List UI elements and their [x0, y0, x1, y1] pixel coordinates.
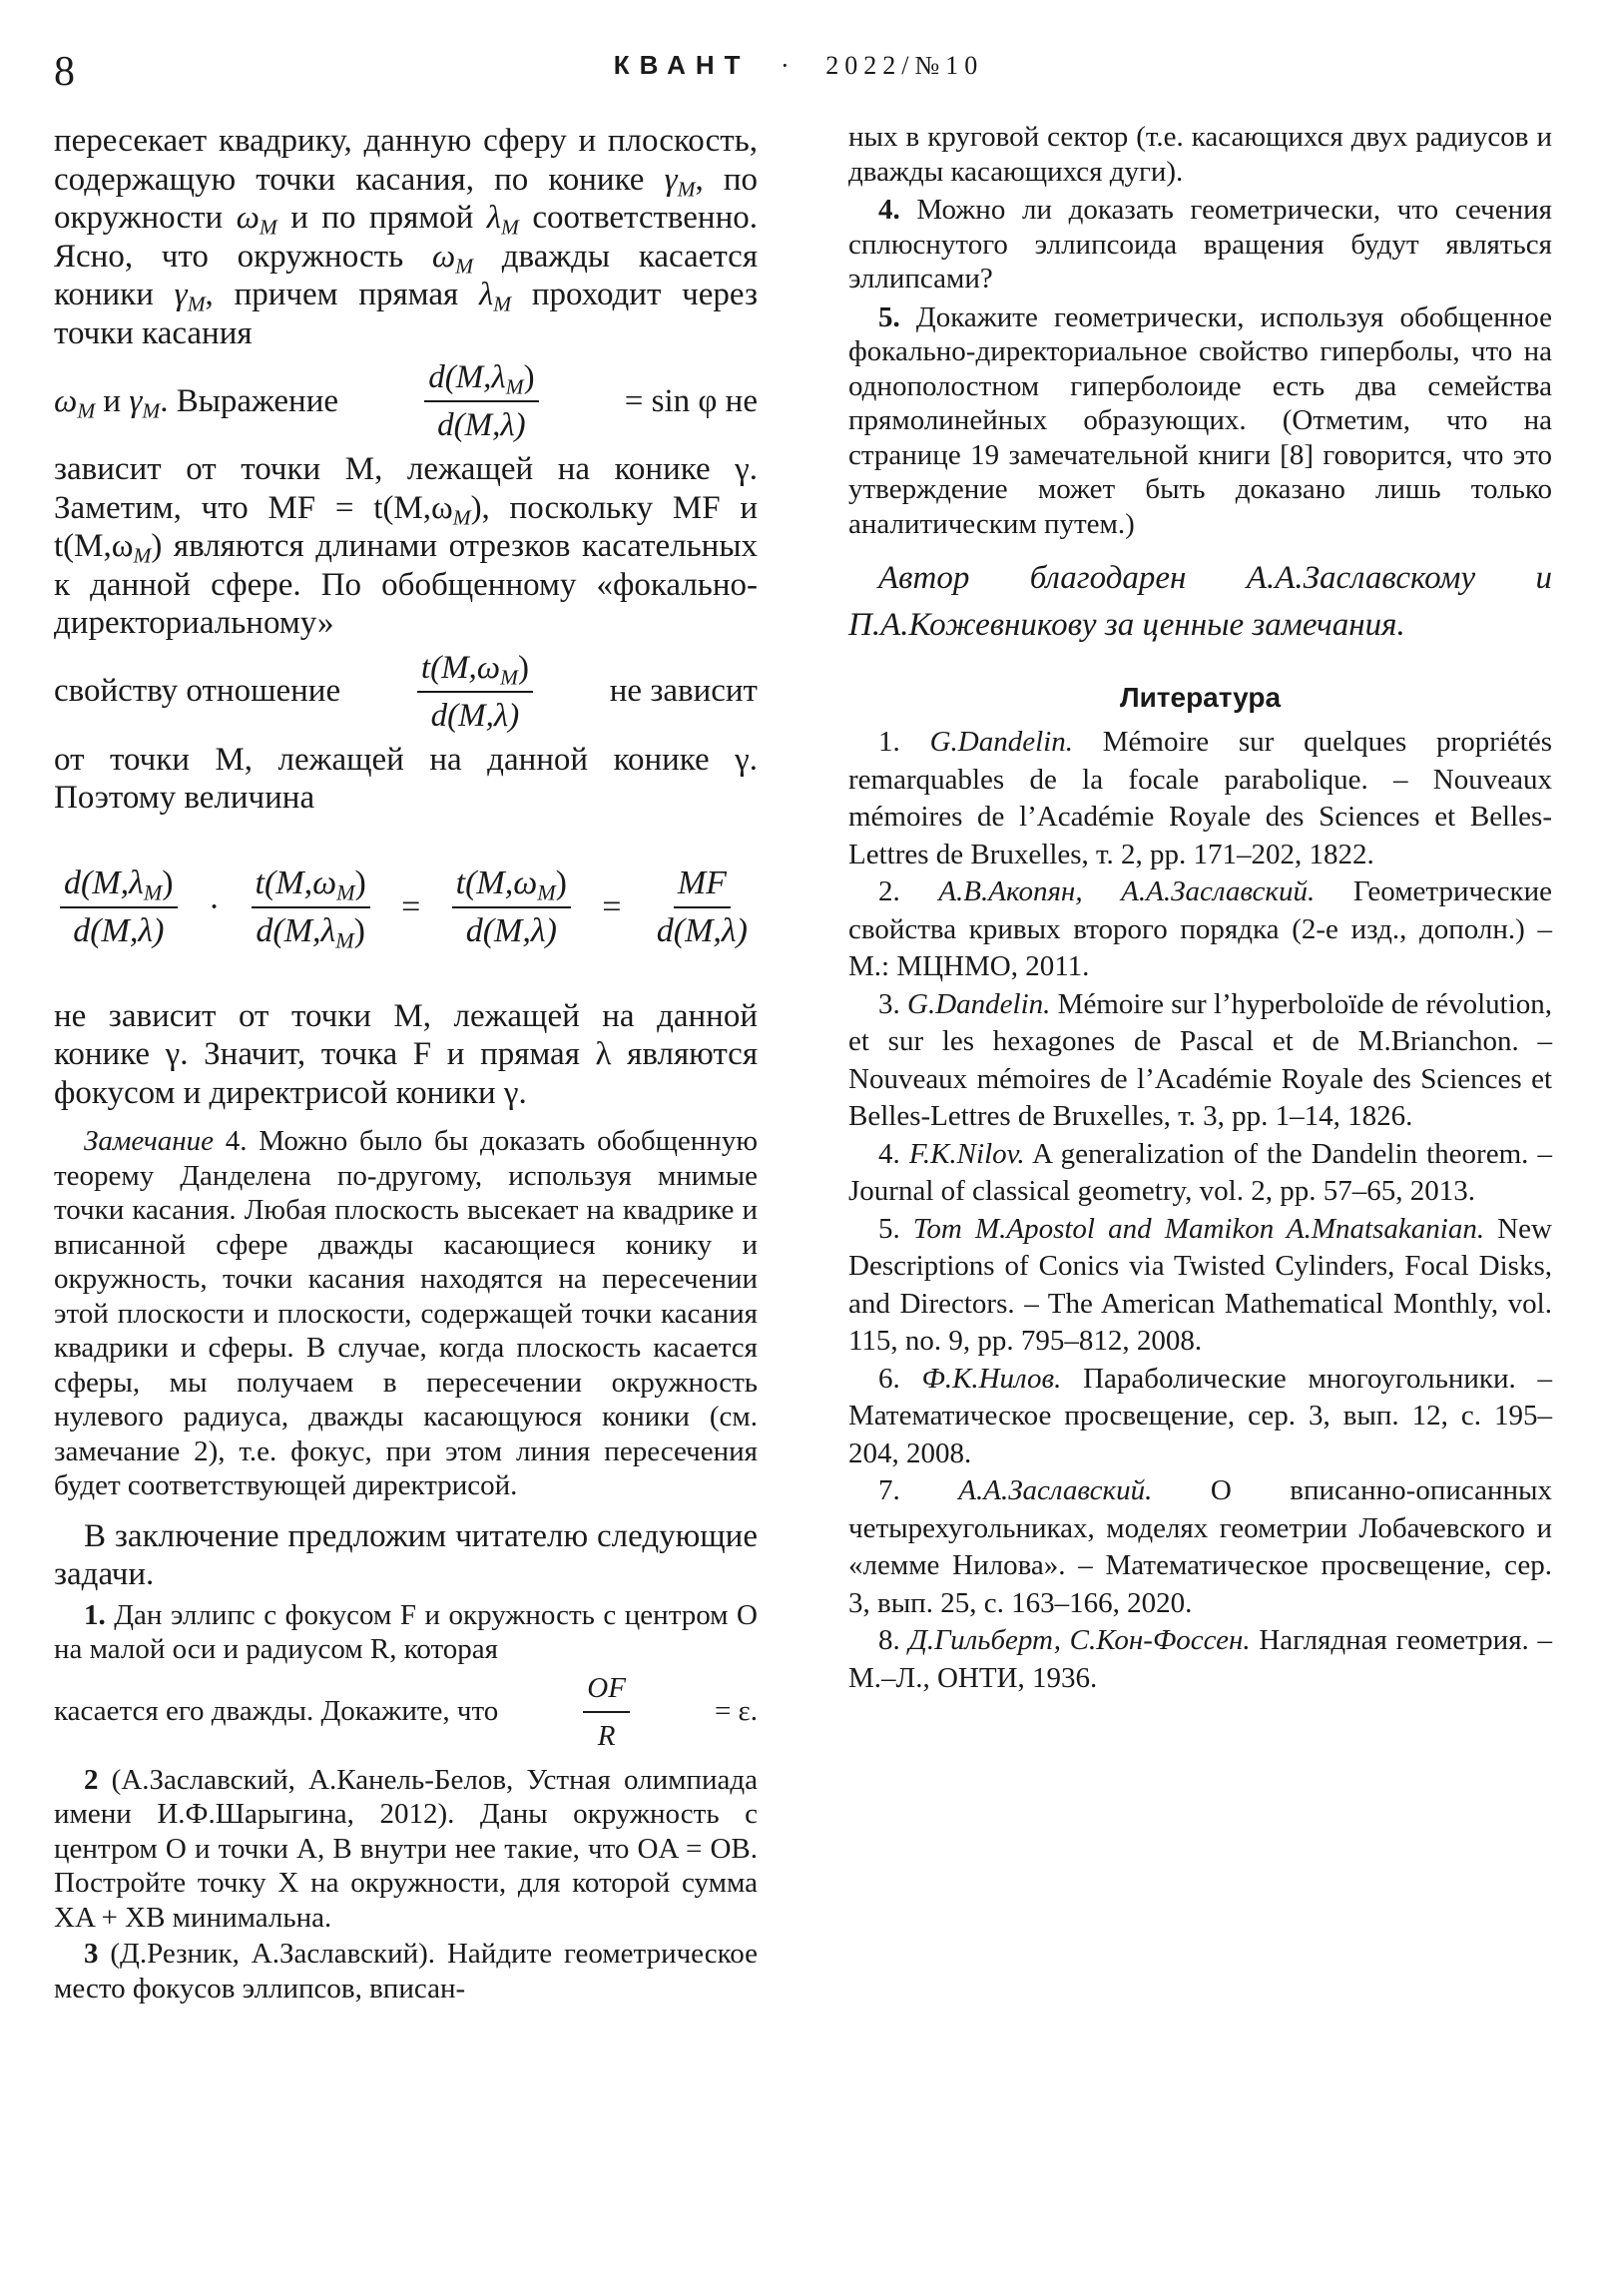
- fraction-t-over-d: $\frac{t(M,\omega_M)}{d(M,\lambda)}$: [417, 648, 533, 736]
- reference-item: 6. Ф.К.Нилов. Параболические многоугольники. – Математическое просвещение, сер. 3, вып. 12, с. 195–204, 2008.: [848, 1362, 1553, 1469]
- equation-chain: $\frac{d(M,\lambda_M)}{d(M,\lambda)}$ · $\frac{t(M,\omega_M)}{d(M,\lambda_M)}$ = $\frac{t(M,\omega_M)}{d(M,\lambda)}$ = $\frac{MF}{d(M,\lambda)}$: [54, 828, 758, 987]
- fraction-of-over-r: $\frac{OF}{R}$: [583, 1668, 630, 1756]
- reference-item: 8. Д.Гильберт, С.Кон-Фоссен. Наглядная геометрия. – М.–Л., ОНТИ, 1936.: [848, 1624, 1552, 1694]
- conclusion: В заключение предложим читателю следующие задачи.: [54, 1517, 758, 1592]
- acknowledgement: Автор благодарен А.А.Заславскому и П.А.Кожевникову за ценные замечания.: [848, 560, 1552, 643]
- reference-item: 2. А.В.Акопян, А.А.Заславский. Геометрические свойства кривых второго порядка (2-е изд., дополн.) – М.: МЦНМО, 2011.: [848, 875, 1552, 982]
- task-1: 1. Дан эллипс с фокусом F и окружность с центром O на малой оси и радиусом R, которая: [54, 1598, 758, 1665]
- task-3: 3 (Д.Резник, А.Заславский). Найдите геометрическое место фокусов эллипсов, вписан-: [54, 1938, 758, 2005]
- references-list: [848, 724, 1552, 1697]
- left-column: [54, 122, 758, 2006]
- task-4: 4. Можно ли доказать геометрически, что сечения сплюснутого эллипсоида вращения будут являться эллипсами?: [848, 194, 1552, 294]
- paragraph-focus-directrix: не зависит от точки M, лежащей на данной конике γ. Значит, точка F и прямая λ являются фокусом и директрисой коники γ.: [54, 997, 758, 1111]
- expression-sin-phi: $\omega_M$ и $\gamma_M$. Выражение $\frac{d(M,\lambda_M)}{d(M,\lambda)}$ = sin φ не: [54, 359, 758, 443]
- fraction-d-over-d: $\frac{d(M,\lambda_M)}{d(M,\lambda)}$: [424, 357, 538, 445]
- paragraph-quantity: от точки M, лежащей на данной конике γ. Поэтому величина: [54, 741, 758, 816]
- task-5: 5. Докажите геометрически, используя обобщенное фокально-директориальное свойство гиперболы, что на однополостном гиперболоиде есть два семейства прямолинейных образующих. (Отметим, что на странице 19 замечательной книги [8] говорится, что это утверждение может быть доказано лишь только аналитическим путем.): [848, 300, 1552, 540]
- header-separator: ·: [781, 51, 796, 80]
- reference-item: 5. Tom M.Apostol and Mamikon A.Mnatsakanian. New Descriptions of Conics via Twisted Cylinders, Focal Disks, and Directors. – The American Mathematical Monthly, vol. 115, no. 9, pp. 795–812, 2008.: [848, 1212, 1552, 1357]
- eq-fraction-1: $\frac{d(M,\lambda_M)}{d(M,\lambda)}$: [60, 863, 178, 951]
- eq-fraction-4: $\frac{MF}{d(M,\lambda)}$: [656, 863, 748, 949]
- right-column: [848, 120, 1552, 1697]
- reference-item: 4. F.K.Nilov. A generalization of the Dandelin theorem. – Journal of classical geometry, vol. 2, pp. 57–65, 2013.: [848, 1137, 1552, 1207]
- remark-4: Замечание 4. Можно было бы доказать обобщенную теорему Данделена по-другому, используя мнимые точки касания. Любая плоскость высекает на квадрике и вписанной сфере дважды касающиеся конику и окружность, точки касания находятся на пересечении этой плоскости и плоскости, содержащей точки касания квадрики и сферы. В случае, когда плоскость касается сферы, мы получаем в пересечении окружность нулевого радиуса, дважды касающуюся коники (см. замечание 2), т.е. фокус, при этом линия пересечения будет соответствующей директрисой.: [54, 1125, 758, 1501]
- expression-ratio: свойству отношение $\frac{t(M,\omega_M)}{d(M,\lambda)}$ не зависит: [54, 649, 758, 734]
- task-1-equation: касается его дважды. Докажите, что $\frac{OF}{R}$ = ε.: [54, 1667, 758, 1757]
- task-2: 2 (А.Заславский, А.Канель-Белов, Устная олимпиада имени И.Ф.Шарыгина, 2012). Даны окружность с центром O и точки A, B внутри нее такие, что OA = OB. Постройте точку X на окружности, для которой сумма XA + XB минимальна.: [54, 1763, 758, 1934]
- journal-title: КВАНТ: [613, 50, 751, 80]
- running-head: [0, 50, 1597, 81]
- task-3-continued: ных в круговой сектор (т.е. касающихся двух радиусов и дважды касающихся дуги).: [848, 121, 1552, 188]
- issue-number: 2022/№10: [825, 51, 984, 80]
- reference-item: 7. А.А.Заславский. О вписанно-описанных четырехугольниках, моделях геометрии Лобачевского и «лемме Нилова». – Математическое просвещение, сер. 3, вып. 25, с. 163–166, 2020.: [848, 1474, 1552, 1619]
- paragraph-tangent: зависит от точки M, лежащей на конике γ. Заметим, что MF = $t(M,\omega_M)$, поскольку MF и $t(M,\omega_M)$ являются длинами отрезков касательных к данной сфере. По обобщенному «фокально-директориальному»: [54, 451, 758, 641]
- eq-fraction-3: $\frac{t(M,\omega_M)}{d(M,\lambda)}$: [452, 863, 571, 951]
- references-heading: Литература: [1119, 682, 1282, 713]
- reference-item: 1. G.Dandelin. Mémoire sur quelques propriétés remarquables de la focale parabolique. – Nouveaux mémoires de l’Académie Royale des Sciences et Belles-Lettres de Bruxelles, т. 2, pp. 171–202, 1822.: [848, 726, 1553, 870]
- reference-item: 3. G.Dandelin. Mémoire sur l’hyperboloïde de révolution, et sur les hexagones de Pascal et de M.Brianchon. – Nouveaux mémoires de l’Académie Royale des Sciences et Belles-Lettres de Bruxelles, т. 3, pp. 1–14, 1826.: [848, 987, 1552, 1132]
- page-number: 8: [54, 49, 75, 95]
- eq-fraction-2: $\frac{t(M,\omega_M)}{d(M,\lambda_M)}$: [252, 863, 370, 951]
- paragraph-conic: пересекает квадрику, данную сферу и плоскость, содержащую точки касания, по конике $\gamma_M$, по окружности $\omega_M$ и по прямой $\lambda_M$ соответственно. Ясно, что окружность $\omega_M$ дважды касается коники $\gamma_M$, причем прямая $\lambda_M$ проходит через точки касания: [54, 123, 758, 351]
